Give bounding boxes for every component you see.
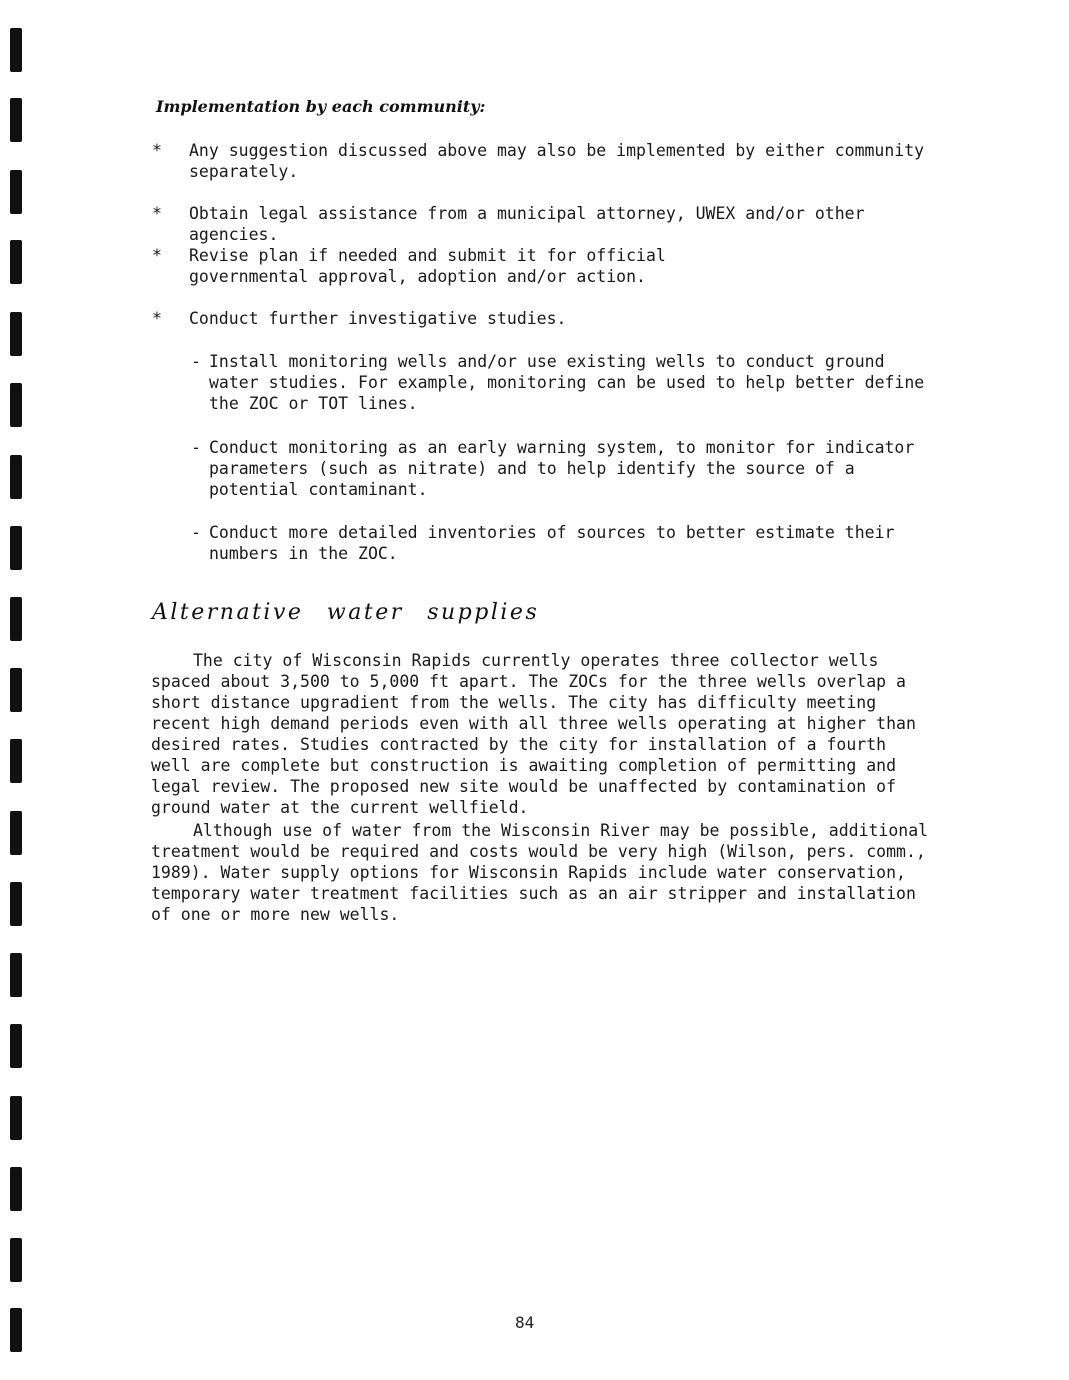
section-title: Alternative water supplies	[152, 600, 540, 625]
binding-hole	[10, 383, 22, 427]
binding-hole	[10, 98, 22, 142]
binding-hole	[10, 882, 22, 926]
bullet-marker: *	[152, 309, 162, 328]
bullet-marker: *	[152, 246, 162, 265]
sub-item-marker: -	[191, 438, 201, 457]
binding-hole	[10, 526, 22, 570]
binding-hole	[10, 739, 22, 783]
sub-item-marker: -	[191, 523, 201, 542]
bullet-text: Obtain legal assistance from a municipal attorney, UWEX and/or other agencies.	[189, 204, 865, 244]
sub-item-text: Conduct more detailed inventories of sources to better estimate their numbers in the ZOC.	[209, 523, 895, 563]
binding-hole	[10, 953, 22, 997]
bullet-text: Any suggestion discussed above may also be implemented by either community separately.	[189, 141, 925, 181]
bullet-marker: *	[152, 141, 162, 160]
implementation-heading: Implementation by each community:	[156, 97, 486, 116]
binding-hole	[10, 1096, 22, 1140]
bullet-text: Revise plan if needed and submit it for official governmental approval, adoption and/or action.	[189, 246, 666, 286]
bullet-marker: *	[152, 204, 162, 223]
binding-hole	[10, 668, 22, 712]
binding-hole	[10, 811, 22, 855]
binding-hole	[10, 312, 22, 356]
binding-hole	[10, 597, 22, 641]
binding-hole	[10, 28, 22, 72]
sub-item-marker: -	[191, 352, 201, 371]
sub-item-text: Conduct monitoring as an early warning system, to monitor for indicator parameters (such as nitrate) and to help identify the source of a potential contaminant.	[209, 438, 915, 499]
bullet-text: Conduct further investigative studies.	[189, 309, 567, 328]
body-paragraph: Although use of water from the Wisconsin River may be possible, additional treatment would be required and costs would be very high (Wilson, pers. comm., 1989). Water supply options for Wisconsin Rapids include water conservation, temporary water treatment facilities such as an air stripper and installation of one or more new wells.	[151, 821, 929, 924]
sub-item-text: Install monitoring wells and/or use existing wells to conduct ground water studies. For example, monitoring can be used to help better define the ZOC or TOT lines.	[209, 352, 925, 413]
binding-hole	[10, 1167, 22, 1211]
binding-hole	[10, 170, 22, 214]
binding-hole	[10, 1238, 22, 1282]
binding-hole	[10, 1024, 22, 1068]
binding-hole	[10, 455, 22, 499]
binding-hole	[10, 1308, 22, 1352]
binding-hole	[10, 240, 22, 284]
page-number: 84	[515, 1313, 535, 1332]
body-paragraph: The city of Wisconsin Rapids currently operates three collector wells spaced about 3,500 to 5,000 ft apart. The ZOCs for the three wells overlap a short distance upgradient from the wells. The city has difficulty meeting recent high demand periods even with all three wells operating at higher than desired rates. Studies contracted by the city for installation of a fourth well are complete but construction is awaiting completion of permitting and legal review. The proposed new site would be unaffected by contamination of ground water at the current wellfield.	[151, 651, 916, 817]
binding-holes	[0, 0, 40, 1380]
